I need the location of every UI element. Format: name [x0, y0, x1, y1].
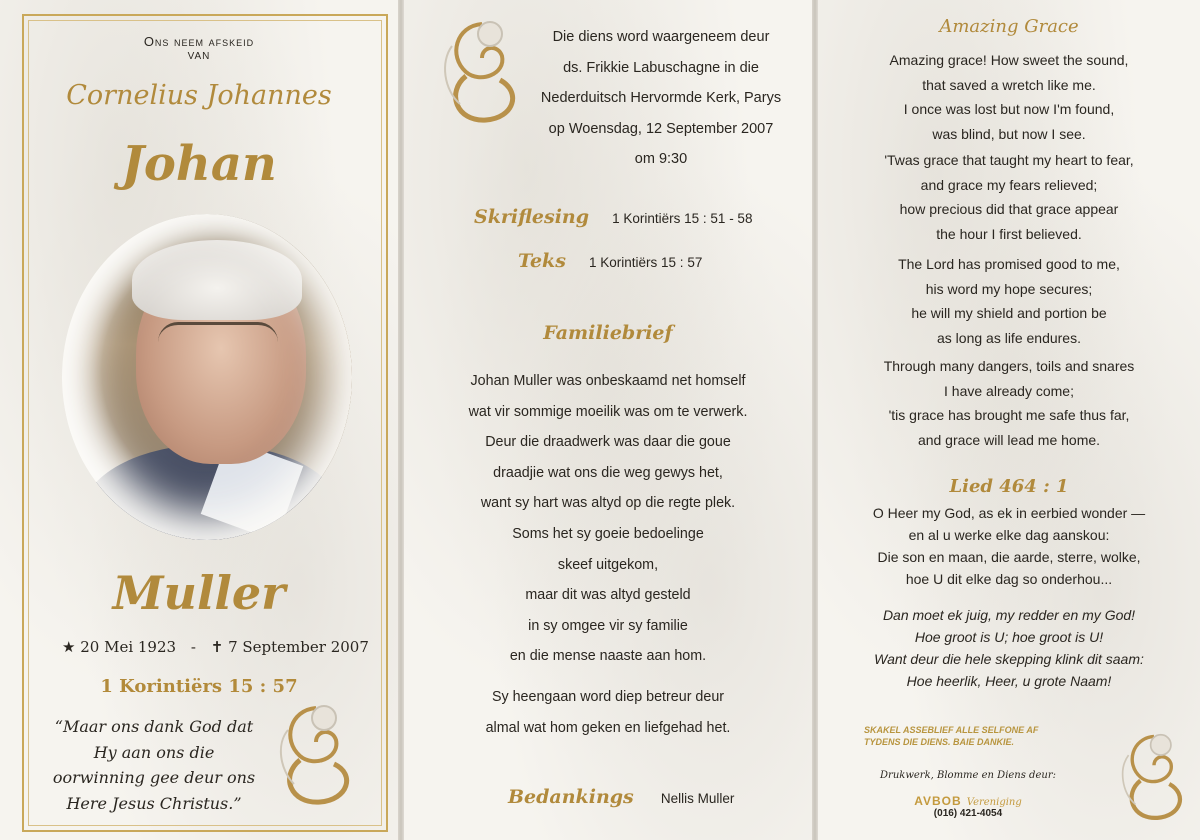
thanks-label: Bedankings — [508, 786, 634, 808]
text-label: Teks — [518, 250, 566, 272]
chorus-line: Hoe heerlik, Heer, u grote Naam! — [906, 673, 1112, 689]
intro-van: VAN — [187, 51, 211, 62]
front-panel — [0, 0, 398, 840]
hymn-line: and grace my fears relieved; — [920, 176, 1098, 193]
lied-verse — [818, 502, 1200, 590]
notice-line: TYDENS DIE DIENS. BAIE DANKIE. — [864, 737, 1015, 747]
chorus-line: Want deur die hele skepping klink dit saam: — [874, 651, 1144, 667]
given-names: Cornelius Johannes — [66, 80, 332, 111]
letter-line: en die mense naaste aan hom. — [509, 648, 707, 665]
reading-value: 1 Korintiërs 15 : 51 - 58 — [612, 211, 753, 226]
letter-line: skeef uitgekom, — [557, 556, 659, 573]
verse-quote — [44, 714, 264, 816]
called-name: Johan — [121, 136, 277, 192]
hymn-line: 'tis grace has brought me safe thus far, — [888, 407, 1130, 423]
death-date: 7 September 2007 — [228, 638, 369, 656]
chorus-line: Hoe groot is U; hoe groot is U! — [914, 629, 1104, 645]
company-row — [858, 790, 1078, 809]
hymn-line: as long as life endures. — [937, 329, 1081, 346]
reading-row — [474, 206, 752, 228]
hymn-stanza-3 — [818, 252, 1200, 350]
hymn-line: he will my shield and portion be — [911, 305, 1107, 321]
flourish-ornament-icon — [270, 700, 362, 810]
letter-line: Soms het sy goeie bedoelinge — [512, 525, 704, 542]
flourish-ornament-icon — [436, 14, 528, 132]
hymn-line: that saved a wretch like me. — [922, 76, 1096, 93]
hymn-line: his word my hope secures; — [925, 280, 1093, 297]
birth-date: 20 Mei 1923 — [80, 638, 177, 656]
company-suffix: Vereniging — [966, 797, 1022, 808]
verse-reference: 1 Korintiërs 15 : 57 — [100, 676, 298, 697]
text-row — [518, 250, 702, 272]
quote-line: Hy aan ons die — [93, 742, 215, 762]
portrait-photo — [62, 214, 352, 540]
cross-icon: ✝ — [210, 638, 224, 656]
service-panel — [404, 0, 812, 840]
star-icon: ★ — [62, 638, 76, 656]
lied-line: en al u werke elke dag aanskou: — [908, 527, 1110, 543]
hymn-panel — [818, 0, 1200, 840]
thanks-value: Nellis Muller — [660, 791, 735, 806]
service-line: om 9:30 — [634, 151, 688, 167]
hymn-stanza-4 — [818, 354, 1200, 452]
hymn-line: I once was lost but now I'm found, — [903, 101, 1115, 117]
reading-label: Skriflesing — [474, 206, 590, 228]
date-separator: - — [190, 638, 196, 656]
lied-title: Lied 464 : 1 — [949, 476, 1069, 497]
mourning-line: Sy heengaan word diep betreur deur — [491, 689, 725, 705]
family-letter — [404, 366, 812, 672]
letter-line: in sy omgee vir sy familie — [528, 617, 688, 634]
mourning-note — [404, 682, 812, 743]
service-line: ds. Frikkie Labuschagne in die — [563, 59, 759, 76]
quote-line: oorwinning gee deur ons — [52, 768, 256, 787]
hymn-line: how precious did that grace appear — [899, 201, 1119, 217]
hymn-line: The Lord has promised good to me, — [898, 256, 1120, 272]
letter-line: want sy hart was altyd op die regte plek. — [480, 495, 736, 512]
hymn-line: 'Twas grace that taught my heart to fear, — [884, 152, 1134, 168]
text-value: 1 Korintiërs 15 : 57 — [589, 255, 703, 270]
lied-line: hoe U dit elke dag so onderhou... — [905, 571, 1113, 587]
letter-line: wat vir sommige moeilik was om te verwerk. — [468, 403, 748, 420]
service-line: Die diens word waargeneem deur — [552, 29, 770, 45]
letter-line: draadjie wat ons die weg gewys het, — [493, 464, 723, 481]
quote-line: Here Jesus Christus.” — [66, 793, 242, 813]
service-line: Nederduitsch Hervormde Kerk, Parys — [540, 90, 782, 106]
letter-line: maar dit was altyd gesteld — [525, 587, 691, 604]
letter-line: Deur die draadwerk was daar die goue — [485, 434, 731, 451]
hymn-line: I have already come; — [944, 382, 1074, 399]
company-name: AVBOB — [914, 794, 962, 808]
chorus-line: Dan moet ek juig, my redder en my God! — [882, 607, 1136, 623]
lied-chorus — [818, 604, 1200, 692]
hymn-line: the hour I first believed. — [936, 225, 1082, 242]
dates-line — [62, 638, 369, 656]
quote-line: “Maar ons dank God dat — [54, 717, 254, 736]
thanks-row — [508, 786, 734, 808]
letter-heading: Familiebrief — [543, 322, 673, 344]
phone-number: (016) 421-4054 — [933, 808, 1003, 819]
mourning-line: almal wat hom geken en liefgehad het. — [485, 719, 731, 736]
service-details — [516, 22, 806, 175]
hymn-stanza-2 — [818, 148, 1200, 246]
notice-line: SKAKEL ASSEBLIEF ALLE SELFONE AF — [864, 725, 1039, 735]
lied-line: Die son en maan, die aarde, sterre, wolke, — [877, 549, 1141, 565]
intro-line: Ons neem afskeid — [143, 34, 255, 49]
letter-line: Johan Muller was onbeskaamd net homself — [470, 373, 746, 389]
hymn-line: Through many dangers, toils and snares — [883, 358, 1135, 374]
hymn-stanza-1 — [818, 48, 1200, 146]
service-line: op Woensdag, 12 September 2007 — [548, 120, 774, 137]
hymn-title: Amazing Grace — [939, 16, 1079, 37]
hymn-line: Amazing grace! How sweet the sound, — [889, 52, 1129, 68]
surname: Muller — [112, 566, 286, 620]
hymn-line: was blind, but now I see. — [932, 125, 1086, 142]
phone-notice — [864, 724, 1038, 748]
credit-line: Drukwerk, Blomme en Diens deur: — [880, 770, 1056, 781]
hymn-line: and grace will lead me home. — [917, 431, 1101, 448]
lied-line: O Heer my God, as ek in eerbied wonder — — [872, 505, 1146, 521]
flourish-ornament-icon — [1114, 728, 1194, 828]
